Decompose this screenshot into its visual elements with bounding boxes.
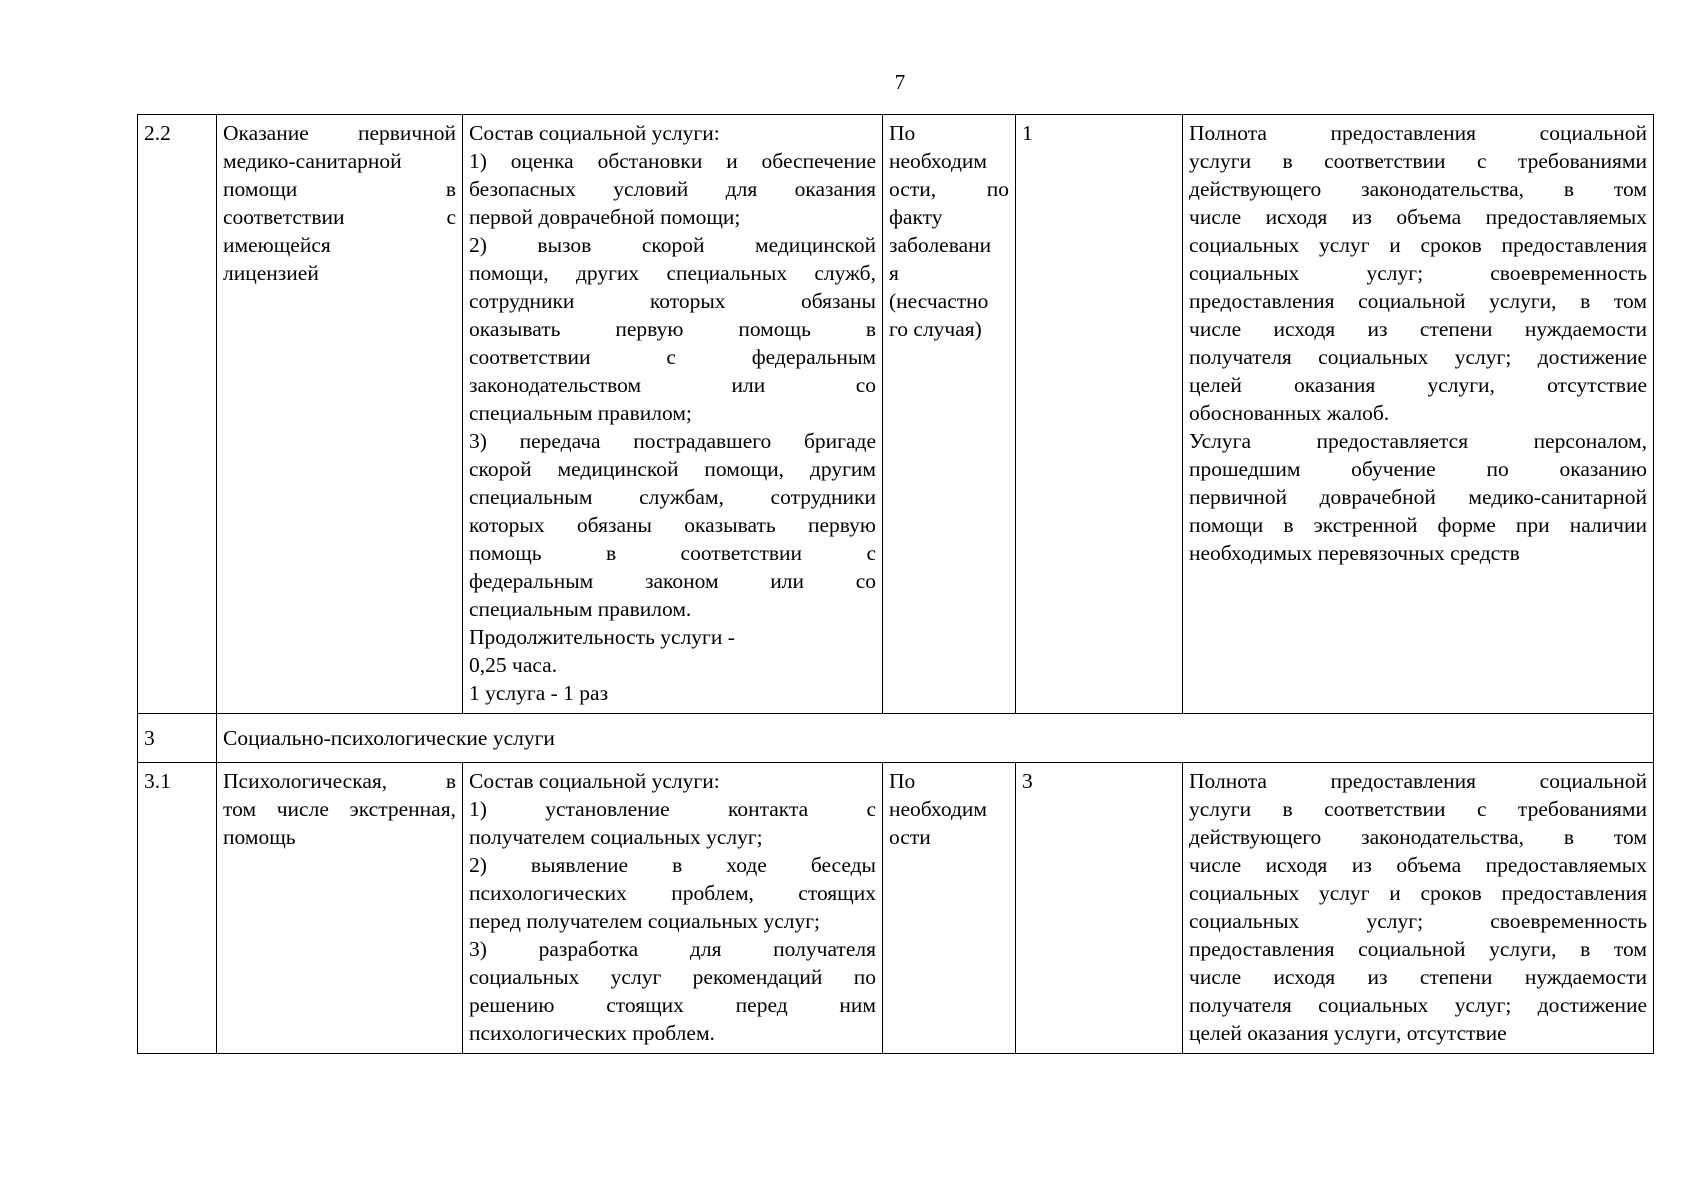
service-period (883, 763, 1016, 1054)
text-line: 2) выявление в ходе беседы (469, 853, 876, 877)
text-line: По (889, 769, 916, 793)
text-line: 3) передача пострадавшего бригаде (469, 429, 876, 453)
text-line: числе исходя из степени нуждаемости (1189, 965, 1647, 989)
text-line: предоставления социальной услуги, в том (1189, 937, 1647, 961)
text-line: социальных услуг и сроков предоставления (1189, 233, 1647, 257)
text-line: социальных услуг и сроков предоставления (1189, 881, 1647, 905)
text-line: 1) установление контакта с (469, 797, 876, 821)
table-row (138, 115, 1654, 714)
section-number: 3 (138, 714, 217, 763)
text-line: первичной доврачебной медико-санитарной (1189, 485, 1647, 509)
text-line: Оказание первичной (223, 121, 456, 145)
text-line: помощи в (223, 177, 456, 201)
text-line: 1) оценка обстановки и обеспечение (469, 149, 876, 173)
text-line: ости, по (889, 177, 1009, 201)
text-line: получателем социальных услуг; (469, 825, 763, 849)
row-number: 3.1 (138, 763, 217, 1054)
text-line: необходим (889, 797, 988, 821)
text-line: услуги в соответствии с требованиями (1189, 797, 1647, 821)
service-composition (463, 763, 883, 1054)
text-line: получателя социальных услуг; достижение (1189, 345, 1647, 369)
service-count: 3 (1016, 763, 1183, 1054)
text-line: действующего законодательства, в том (1189, 177, 1647, 201)
text-line: имеющейся (223, 233, 331, 257)
text-line: лицензией (223, 261, 319, 285)
text-line: (несчастно (889, 289, 989, 313)
text-line: ости (889, 825, 931, 849)
page-number: 7 (894, 70, 906, 94)
text-line: Состав социальной услуги: (469, 769, 720, 793)
service-quality (1183, 115, 1654, 714)
table-row (138, 763, 1654, 1054)
service-name (217, 763, 463, 1054)
text-line: целей оказания услуги, отсутствие (1189, 373, 1647, 397)
section-title: Социально-психологические услуги (217, 714, 1654, 763)
text-line: социальных услуг; своевременность (1189, 261, 1647, 285)
text-line: Состав социальной услуги: (469, 121, 720, 145)
text-line: специальным правилом; (469, 401, 692, 425)
text-line: специальным службам, сотрудники (469, 485, 876, 509)
text-line: том числе экстренная, (223, 797, 456, 821)
text-line: сотрудники которых обязаны (469, 289, 876, 313)
service-count: 1 (1016, 115, 1183, 714)
text-line: Полнота предоставления социальной (1189, 121, 1647, 145)
text-line: 2) вызов скорой медицинской (469, 233, 876, 257)
text-line: заболевани (889, 233, 992, 257)
text-line: социальных услуг рекомендаций по (469, 965, 876, 989)
text-line: необходимых перевязочных средств (1189, 541, 1520, 565)
text-line: действующего законодательства, в том (1189, 825, 1647, 849)
text-line: социальных услуг; своевременность (1189, 909, 1647, 933)
text-line: услуги в соответствии с требованиями (1189, 149, 1647, 173)
text-line: соответствии с (223, 205, 456, 229)
text-line: го случая) (889, 317, 982, 341)
text-line: Продолжительность услуги - (469, 625, 735, 649)
service-composition (463, 115, 883, 714)
text-line: Полнота предоставления социальной (1189, 769, 1647, 793)
text-line: специальным правилом. (469, 597, 692, 621)
text-line: скорой медицинской помощи, другим (469, 457, 876, 481)
text-line: обоснованных жалоб. (1189, 401, 1390, 425)
text-line: необходим (889, 149, 988, 173)
row-number: 2.2 (138, 115, 217, 714)
text-line: 0,25 часа. (469, 653, 558, 677)
text-line: оказывать первую помощь в (469, 317, 876, 341)
text-line: 1 услуга - 1 раз (469, 681, 609, 705)
text-line: Услуга предоставляется персоналом, (1189, 429, 1647, 453)
text-line: 3) разработка для получателя (469, 937, 876, 961)
text-line: целей оказания услуги, отсутствие (1189, 1021, 1507, 1045)
text-line: решению стоящих перед ним (469, 993, 876, 1017)
text-line: федеральным законом или со (469, 569, 876, 593)
text-line: соответствии с федеральным (469, 345, 876, 369)
service-period (883, 115, 1016, 714)
text-line: помощь в соответствии с (469, 541, 876, 565)
text-line: числе исходя из объема предоставляемых (1189, 853, 1647, 877)
text-line: законодательством или со (469, 373, 876, 397)
text-line: прошедшим обучение по оказанию (1189, 457, 1647, 481)
service-quality (1183, 763, 1654, 1054)
text-line: первой доврачебной помощи; (469, 205, 741, 229)
text-line: Психологическая, в (223, 769, 456, 793)
text-line: медико-санитарной (223, 149, 402, 173)
text-line: которых обязаны оказывать первую (469, 513, 876, 537)
text-line: помощи, других специальных служб, (469, 261, 876, 285)
text-line: факту (889, 205, 943, 229)
services-table (137, 114, 1654, 1054)
text-line: я (889, 261, 899, 285)
text-line: помощь (223, 825, 296, 849)
text-line: получателя социальных услуг; достижение (1189, 993, 1647, 1017)
text-line: предоставления социальной услуги, в том (1189, 289, 1647, 313)
section-row (138, 714, 1654, 763)
text-line: психологических проблем. (469, 1021, 715, 1045)
text-line: перед получателем социальных услуг; (469, 909, 821, 933)
text-line: По (889, 121, 916, 145)
text-line: числе исходя из степени нуждаемости (1189, 317, 1647, 341)
text-line: безопасных условий для оказания (469, 177, 876, 201)
text-line: помощи в экстренной форме при наличии (1189, 513, 1647, 537)
text-line: числе исходя из объема предоставляемых (1189, 205, 1647, 229)
text-line: психологических проблем, стоящих (469, 881, 876, 905)
service-name (217, 115, 463, 714)
